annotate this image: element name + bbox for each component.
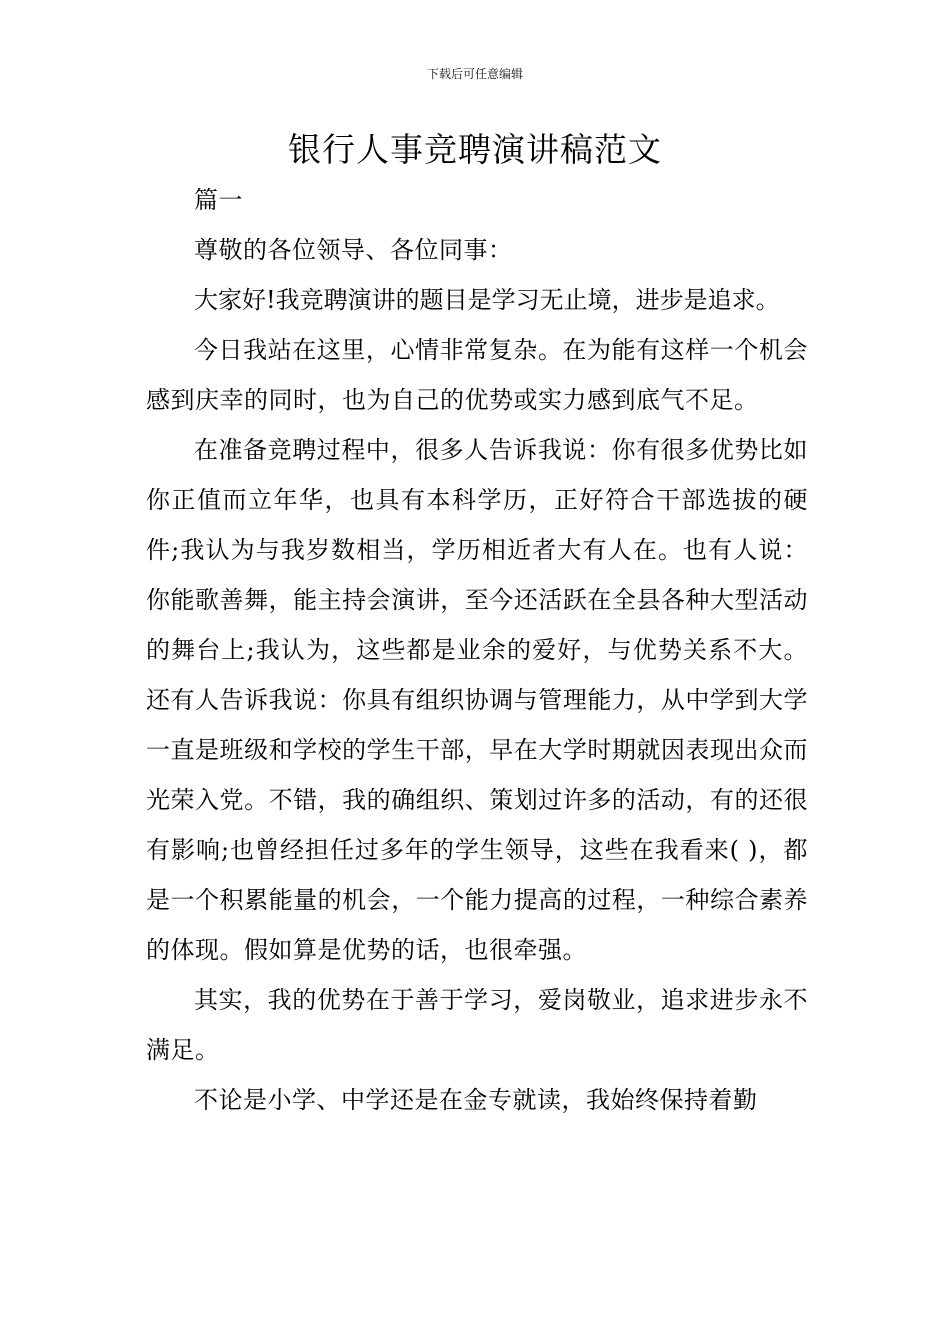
document-body (146, 175, 808, 1125)
paragraph-greeting: 大家好!我竞聘演讲的题目是学习无止境，进步是追求。 (194, 286, 780, 314)
header-note: 下载后可任意编辑 (426, 67, 523, 81)
paragraph-section-label: 篇一 (194, 186, 243, 214)
document-title: 银行人事竞聘演讲稿范文 (288, 130, 662, 169)
paragraph-intro: 今日我站在这里，心情非常复杂。在为能有这样一个机会感到庆幸的同时，也为自己的优势或实力感到底气不足。 (146, 336, 808, 414)
paragraph-preparation: 在准备竞聘过程中，很多人告诉我说：你有很多优势比如你正值而立年华，也具有本科学历，正好符合干部选拔的硬件;我认为与我岁数相当，学历相近者大有人在。也有人说：你能歌善舞，能主持会演讲，至今还活跃在全县各种大型活动的舞台上;我认为，这些都是业余的爱好，与优势关系不大。还有人告诉我说：你具有组织协调与管理能力，从中学到大学一直是班级和学校的学生干部，早在大学时期就因表现出众而光荣入党。不错，我的确组织、策划过许多的活动，有的还很有影响;也曾经担任过多年的学生领导，这些在我看来( )，都是一个积累能量的机会，一个能力提高的过程，一种综合素养的体现。假如算是优势的话，也很牵强。 (146, 436, 808, 964)
paragraph-study: 不论是小学、中学还是在金专就读，我始终保持着勤 (194, 1086, 758, 1114)
paragraph-salutation: 尊敬的各位领导、各位同事： (194, 236, 513, 264)
paragraph-advantage: 其实，我的优势在于善于学习，爱岗敬业，追求进步永不满足。 (146, 986, 808, 1064)
